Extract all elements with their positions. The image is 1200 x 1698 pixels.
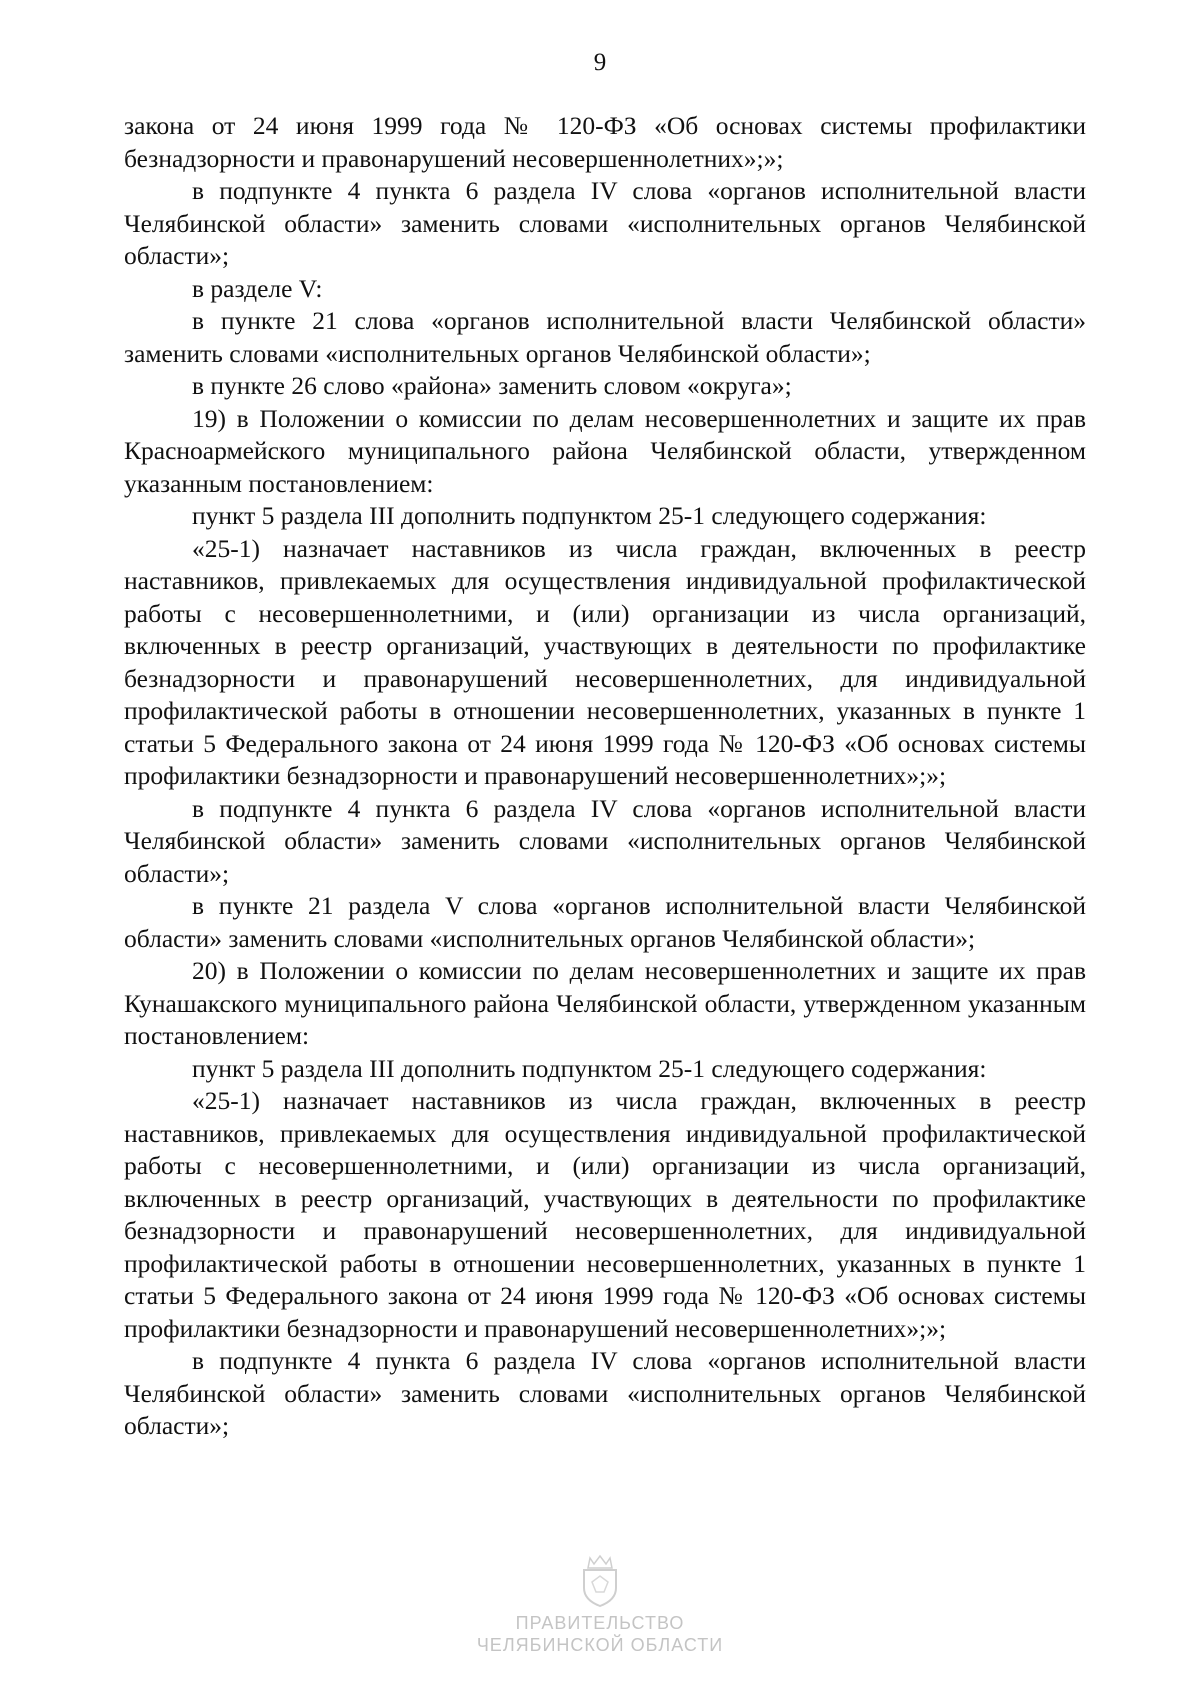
watermark-line: ПРАВИТЕЛЬСТВО [515,1613,685,1633]
paragraph: «25-1) назначает наставников из числа граждан, включенных в реестр наставников, привлекаемых для осуществления индивидуальной профилактической работы с несовершеннолетними, и (или) организации из числа организаций, включенных в реестр организаций, участвующих в деятельности по профилактике безнадзорности и правонарушений несовершеннолетних, для индивидуальной профилактической работы в отношении несовершеннолетних, указанных в пункте 1 статьи 5 Федерального закона от 24 июня 1999 года № 120-ФЗ «Об основах системы профилактики безнадзорности и правонарушений несовершеннолетних»;»; [124,533,1086,790]
watermark-line: ЧЕЛЯБИНСКОЙ ОБЛАСТИ [476,1635,724,1655]
paragraph: в подпункте 4 пункта 6 раздела IV слова «органов исполнительной власти Челябинской области» заменить словами «исполнительных органов Челябинской области»; [124,176,1086,270]
paragraph: в подпункте 4 пункта 6 раздела IV слова «органов исполнительной власти Челябинской области» заменить словами «исполнительных органов Челябинской области»; [124,1346,1086,1440]
paragraph: в пункте 26 слово «района» заменить словом «округа»; [192,371,792,400]
paragraph: закона от 24 июня 1999 года № 120-ФЗ «Об основах системы профилактики безнадзорности и правонарушений несовершеннолетних»;»; [124,111,1086,173]
paragraph: в разделе V: [192,273,323,303]
paragraph: 20) в Положении о комиссии по делам несовершеннолетних и защите их прав Кунашакского муниципального района Челябинской области, утвержденном указанным постановлением: [124,956,1086,1050]
page-number: 9 [593,49,607,76]
document-body [124,110,1086,1443]
paragraph: пункт 5 раздела III дополнить подпунктом 25-1 следующего содержания: [192,1053,987,1083]
paragraph: в пункте 21 слова «органов исполнительной власти Челябинской области» заменить словами «исполнительных органов Челябинской области»; [124,306,1086,368]
coat-of-arms-icon [576,1552,624,1608]
paragraph: пункт 5 раздела III дополнить подпунктом 25-1 следующего содержания: [192,501,987,530]
watermark-text [0,1612,1200,1656]
paragraph: «25-1) назначает наставников из числа граждан, включенных в реестр наставников, привлекаемых для осуществления индивидуальной профилактической работы с несовершеннолетними, и (или) организации из числа организаций, включенных в реестр организаций, участвующих в деятельности по профилактике безнадзорности и правонарушений несовершеннолетних, для индивидуальной профилактической работы в отношении несовершеннолетних, указанных в пункте 1 статьи 5 Федерального закона от 24 июня 1999 года № 120-ФЗ «Об основах системы профилактики безнадзорности и правонарушений несовершеннолетних»;»; [124,1086,1086,1343]
paragraph: 19) в Положении о комиссии по делам несовершеннолетних и защите их прав Красноармейского муниципального района Челябинской области, утвержденном указанным постановлением: [124,403,1086,498]
paragraph: в пункте 21 раздела V слова «органов исполнительной власти Челябинской области» заменить словами «исполнительных органов Челябинской области»; [124,891,1086,953]
paragraph: в подпункте 4 пункта 6 раздела IV слова «органов исполнительной власти Челябинской области» заменить словами «исполнительных органов Челябинской области»; [124,793,1086,888]
